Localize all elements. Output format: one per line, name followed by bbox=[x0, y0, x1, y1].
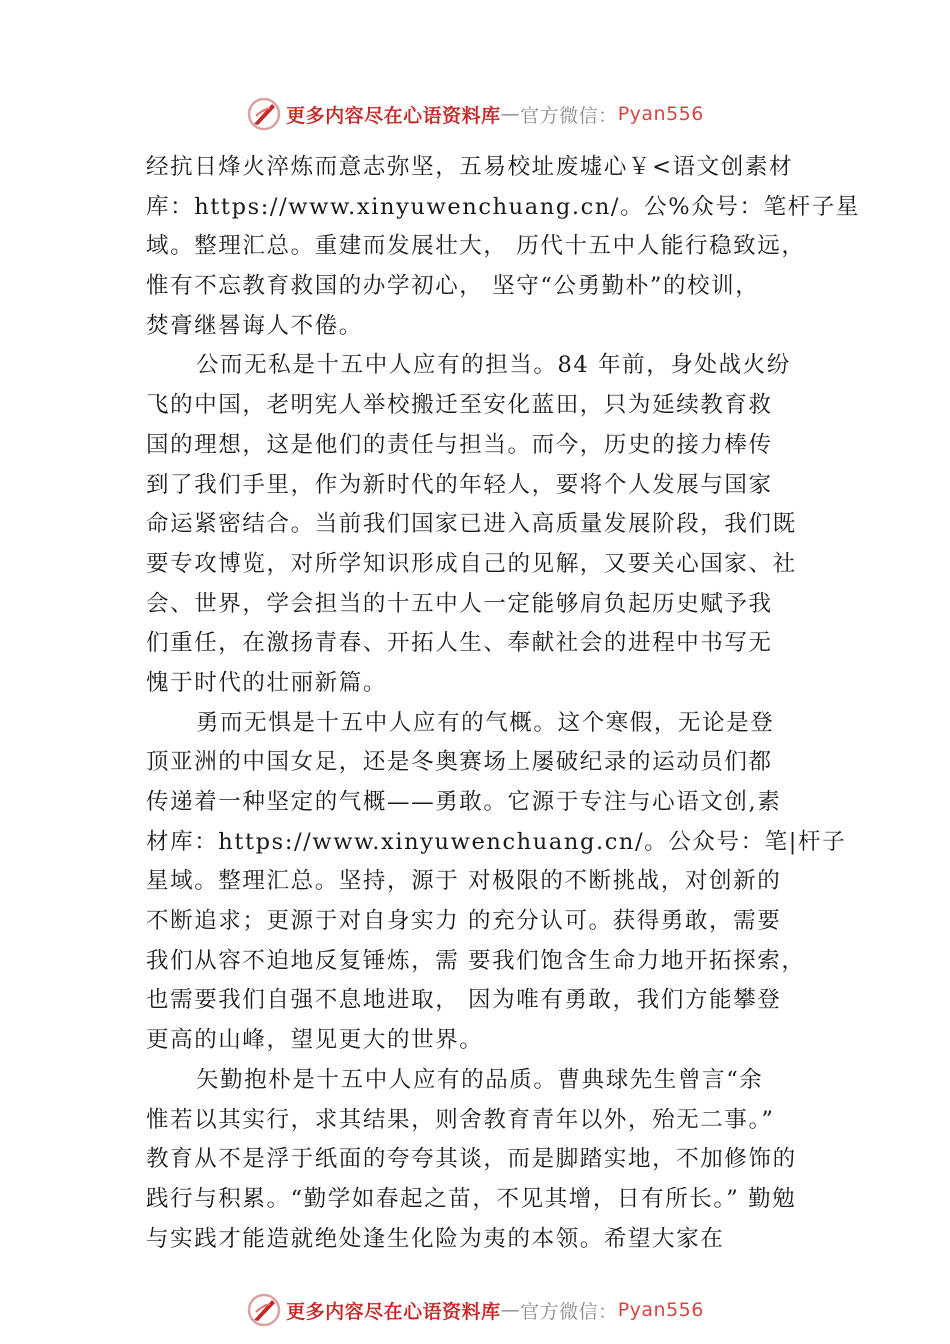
text-line: 焚膏继晷诲人不倦。 bbox=[146, 312, 363, 339]
text-line: 要专攻博览，对所学知识形成自己的见解，又要关心国家、社 bbox=[146, 550, 797, 577]
banner-dash: — bbox=[500, 1299, 521, 1321]
text-line: 国的理想，这是他们的责任与担当。而今，历史的接力棒传 bbox=[146, 431, 773, 458]
banner-account: Pyan556 bbox=[617, 103, 704, 125]
text-line: 愧于时代的壮丽新篇。 bbox=[146, 669, 388, 696]
text-line: 教育从不是浮于纸面的夸夸其谈，而是脚踏实地，不加修饰的 bbox=[146, 1146, 797, 1173]
text-line: 星域。整理汇总。坚持，源于 对极限的不断挑战，对创新的 bbox=[146, 868, 782, 895]
text-line: 传递着一种坚定的气概——勇敢。它源于专注与心语文创,素 bbox=[146, 789, 782, 815]
quill-logo-icon bbox=[246, 1292, 282, 1328]
paragraph-start-line: 矢勤抱朴是十五中人应有的品质。曹典球先生曾言“余 bbox=[196, 1066, 764, 1093]
paragraph-start-line: 勇而无惧是十五中人应有的气概。这个寒假，无论是登 bbox=[196, 709, 775, 736]
text-line: 我们从容不迫地反复锤炼，需 要我们饱含生命力地开拓探索， bbox=[146, 947, 806, 974]
banner-dash: — bbox=[500, 103, 521, 125]
text-line: 库：https://www.xinyuwenchuang.cn/。公%众号：笔杆子星 bbox=[146, 193, 860, 220]
paragraph-start-line: 公而无私是十五中人应有的担当。84 年前，身处战火纷 bbox=[196, 352, 791, 379]
banner-slogan: 更多内容尽在心语资料库 bbox=[286, 1300, 501, 1323]
document-body bbox=[146, 148, 860, 1259]
text-line: 与实践才能造就绝处逢生化险为夷的本领。希望大家在 bbox=[146, 1225, 725, 1252]
text-line: 顶亚洲的中国女足，还是冬奥赛场上屡破纪录的运动员们都 bbox=[146, 749, 773, 776]
text-line: 践行与积累。“勤学如春起之苗，不见其增，日有所长。” 勤勉 bbox=[146, 1185, 797, 1212]
text-line: 也需要我们自强不息地进取， 因为唯有勇敢，我们方能攀登 bbox=[146, 987, 782, 1014]
text-line: 更高的山峰，望见更大的世界。 bbox=[146, 1027, 484, 1054]
footer-banner bbox=[0, 1290, 950, 1330]
text-line: 会、世界，学会担当的十五中人一定能够肩负起历史赋予我 bbox=[146, 590, 773, 617]
text-line: 命运紧密结合。当前我们国家已进入高质量发展阶段，我们既 bbox=[146, 511, 797, 538]
text-line: 到了我们手里，作为新时代的年轻人，要将个人发展与国家 bbox=[146, 471, 773, 498]
text-line: 们重任，在激扬青春、开拓人生、奉献社会的进程中书写无 bbox=[146, 630, 773, 657]
banner-label: 官方微信： bbox=[520, 104, 618, 127]
quill-logo-icon bbox=[246, 96, 282, 132]
header-banner bbox=[0, 94, 950, 134]
text-line: 惟若以其实行，求其结果，则舍教育青年以外，殆无二事。” bbox=[146, 1106, 775, 1133]
text-line: 不断追求；更源于对自身实力 的充分认可。获得勇敢，需要 bbox=[146, 908, 782, 935]
text-line: 经抗日烽火淬炼而意志弥坚，五易校址废墟心￥<语文创素材 bbox=[146, 154, 794, 180]
text-line: 域。整理汇总。重建而发展壮大， 历代十五中人能行稳致远， bbox=[146, 233, 806, 260]
banner-slogan: 更多内容尽在心语资料库 bbox=[286, 104, 501, 127]
banner-account: Pyan556 bbox=[617, 1299, 704, 1321]
text-line: 飞的中国，老明宪人举校搬迁至安化蓝田，只为延续教育救 bbox=[146, 392, 773, 419]
banner-label: 官方微信： bbox=[520, 1300, 618, 1323]
text-line: 材库：https://www.xinyuwenchuang.cn/。公众号：笔|杆子 bbox=[146, 828, 847, 855]
text-line: 惟有不忘教育救国的办学初心， 坚守“公勇勤朴”的校训， bbox=[146, 273, 760, 300]
